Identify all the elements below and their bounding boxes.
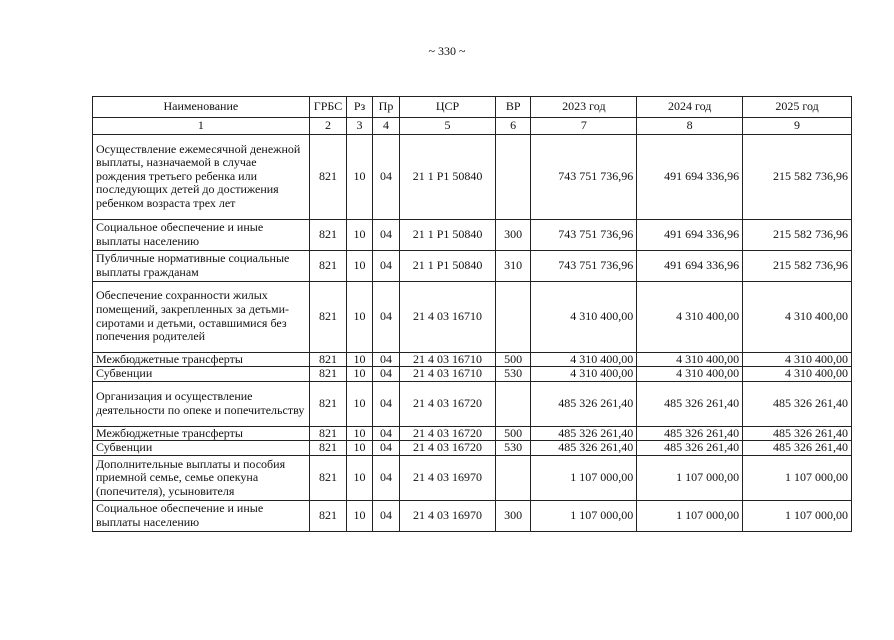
row-csr: 21 1 Р1 50840 [400,219,496,250]
table-row [93,134,852,219]
row-csr: 21 4 03 16710 [400,281,496,352]
row-csr: 21 4 03 16970 [400,500,496,531]
row-rz: 10 [347,367,372,382]
row-rz: 10 [347,500,372,531]
budget-table [92,96,852,532]
row-pr: 04 [372,250,399,281]
table-row [93,381,852,426]
header-csr: ЦСР [400,97,496,118]
row-2023: 485 326 261,40 [531,441,637,456]
row-name: Организация и осуществление деятельности по опеке и попечительству [93,381,310,426]
row-2023: 1 107 000,00 [531,500,637,531]
row-name: Дополнительные выплаты и пособия приемной семье, семье опекуна (попечителя), усыновителя [93,455,310,500]
row-2023: 743 751 736,96 [531,250,637,281]
row-pr: 04 [372,219,399,250]
row-vr: 500 [495,426,531,441]
row-rz: 10 [347,352,372,367]
row-name: Социальное обеспечение и иные выплаты населению [93,219,310,250]
row-name: Осуществление ежемесячной денежной выплаты, назначаемой в случае рождения третьего ребенка или последующих детей до достижения ребенком возраста трех лет [93,134,310,219]
row-rz: 10 [347,219,372,250]
row-name: Социальное обеспечение и иные выплаты населению [93,500,310,531]
row-vr [495,455,531,500]
row-2024: 4 310 400,00 [637,281,743,352]
row-2025: 1 107 000,00 [743,500,852,531]
row-pr: 04 [372,352,399,367]
row-name: Субвенции [93,367,310,382]
header-vr: ВР [495,97,531,118]
column-number: 8 [637,118,743,135]
row-2024: 1 107 000,00 [637,455,743,500]
row-pr: 04 [372,381,399,426]
header-name: Наименование [93,97,310,118]
row-csr: 21 4 03 16710 [400,352,496,367]
row-vr: 310 [495,250,531,281]
row-vr: 500 [495,352,531,367]
row-2025: 1 107 000,00 [743,455,852,500]
row-vr [495,134,531,219]
column-number: 5 [400,118,496,135]
row-grbs: 821 [309,219,347,250]
row-csr: 21 4 03 16720 [400,381,496,426]
row-2024: 491 694 336,96 [637,219,743,250]
row-csr: 21 4 03 16720 [400,441,496,456]
row-vr [495,381,531,426]
row-rz: 10 [347,441,372,456]
row-2025: 485 326 261,40 [743,381,852,426]
row-pr: 04 [372,441,399,456]
column-number: 2 [309,118,347,135]
row-name: Обеспечение сохранности жилых помещений, закрепленных за детьми-сиротами и детьми, оставшимися без попечения родителей [93,281,310,352]
header-rz: Рз [347,97,372,118]
table-row [93,455,852,500]
row-2024: 485 326 261,40 [637,426,743,441]
table-row [93,426,852,441]
row-pr: 04 [372,367,399,382]
row-2025: 485 326 261,40 [743,426,852,441]
table-row [93,352,852,367]
row-2024: 485 326 261,40 [637,381,743,426]
row-2024: 485 326 261,40 [637,441,743,456]
row-2024: 1 107 000,00 [637,500,743,531]
page-number: ~ 330 ~ [428,44,466,58]
table-row [93,219,852,250]
header-grbs: ГРБС [309,97,347,118]
table-row [93,500,852,531]
row-2025: 485 326 261,40 [743,441,852,456]
row-pr: 04 [372,426,399,441]
row-name: Публичные нормативные социальные выплаты гражданам [93,250,310,281]
row-grbs: 821 [309,455,347,500]
row-2023: 743 751 736,96 [531,219,637,250]
row-name: Субвенции [93,441,310,456]
table-row [93,441,852,456]
header-2025: 2025 год [743,97,852,118]
column-number: 6 [495,118,531,135]
row-2024: 4 310 400,00 [637,367,743,382]
row-grbs: 821 [309,367,347,382]
row-pr: 04 [372,134,399,219]
row-2023: 4 310 400,00 [531,281,637,352]
column-number: 4 [372,118,399,135]
row-2023: 4 310 400,00 [531,352,637,367]
row-csr: 21 4 03 16720 [400,426,496,441]
header-pr: Пр [372,97,399,118]
row-2023: 4 310 400,00 [531,367,637,382]
row-pr: 04 [372,500,399,531]
row-grbs: 821 [309,250,347,281]
row-grbs: 821 [309,281,347,352]
row-grbs: 821 [309,134,347,219]
row-2024: 491 694 336,96 [637,134,743,219]
row-name: Межбюджетные трансферты [93,426,310,441]
row-2025: 4 310 400,00 [743,367,852,382]
column-number: 7 [531,118,637,135]
column-number: 3 [347,118,372,135]
row-csr: 21 1 Р1 50840 [400,250,496,281]
table-row [93,250,852,281]
row-2025: 4 310 400,00 [743,281,852,352]
row-rz: 10 [347,455,372,500]
row-grbs: 821 [309,426,347,441]
row-pr: 04 [372,281,399,352]
row-pr: 04 [372,455,399,500]
header-row [93,97,852,118]
row-2025: 4 310 400,00 [743,352,852,367]
row-grbs: 821 [309,381,347,426]
table-row [93,367,852,382]
row-vr: 530 [495,441,531,456]
row-grbs: 821 [309,500,347,531]
row-2023: 485 326 261,40 [531,381,637,426]
row-rz: 10 [347,281,372,352]
row-2024: 4 310 400,00 [637,352,743,367]
row-vr: 300 [495,219,531,250]
row-2024: 491 694 336,96 [637,250,743,281]
row-vr: 530 [495,367,531,382]
row-2025: 215 582 736,96 [743,219,852,250]
row-csr: 21 4 03 16710 [400,367,496,382]
column-number: 1 [93,118,310,135]
row-2023: 485 326 261,40 [531,426,637,441]
column-number-row [93,118,852,135]
row-vr: 300 [495,500,531,531]
row-vr [495,281,531,352]
row-csr: 21 1 Р1 50840 [400,134,496,219]
row-2025: 215 582 736,96 [743,134,852,219]
header-2023: 2023 год [531,97,637,118]
row-rz: 10 [347,250,372,281]
row-rz: 10 [347,134,372,219]
row-csr: 21 4 03 16970 [400,455,496,500]
row-2023: 743 751 736,96 [531,134,637,219]
row-grbs: 821 [309,352,347,367]
row-grbs: 821 [309,441,347,456]
column-number: 9 [743,118,852,135]
table-row [93,281,852,352]
row-rz: 10 [347,381,372,426]
row-2023: 1 107 000,00 [531,455,637,500]
row-rz: 10 [347,426,372,441]
row-2025: 215 582 736,96 [743,250,852,281]
row-name: Межбюджетные трансферты [93,352,310,367]
header-2024: 2024 год [637,97,743,118]
